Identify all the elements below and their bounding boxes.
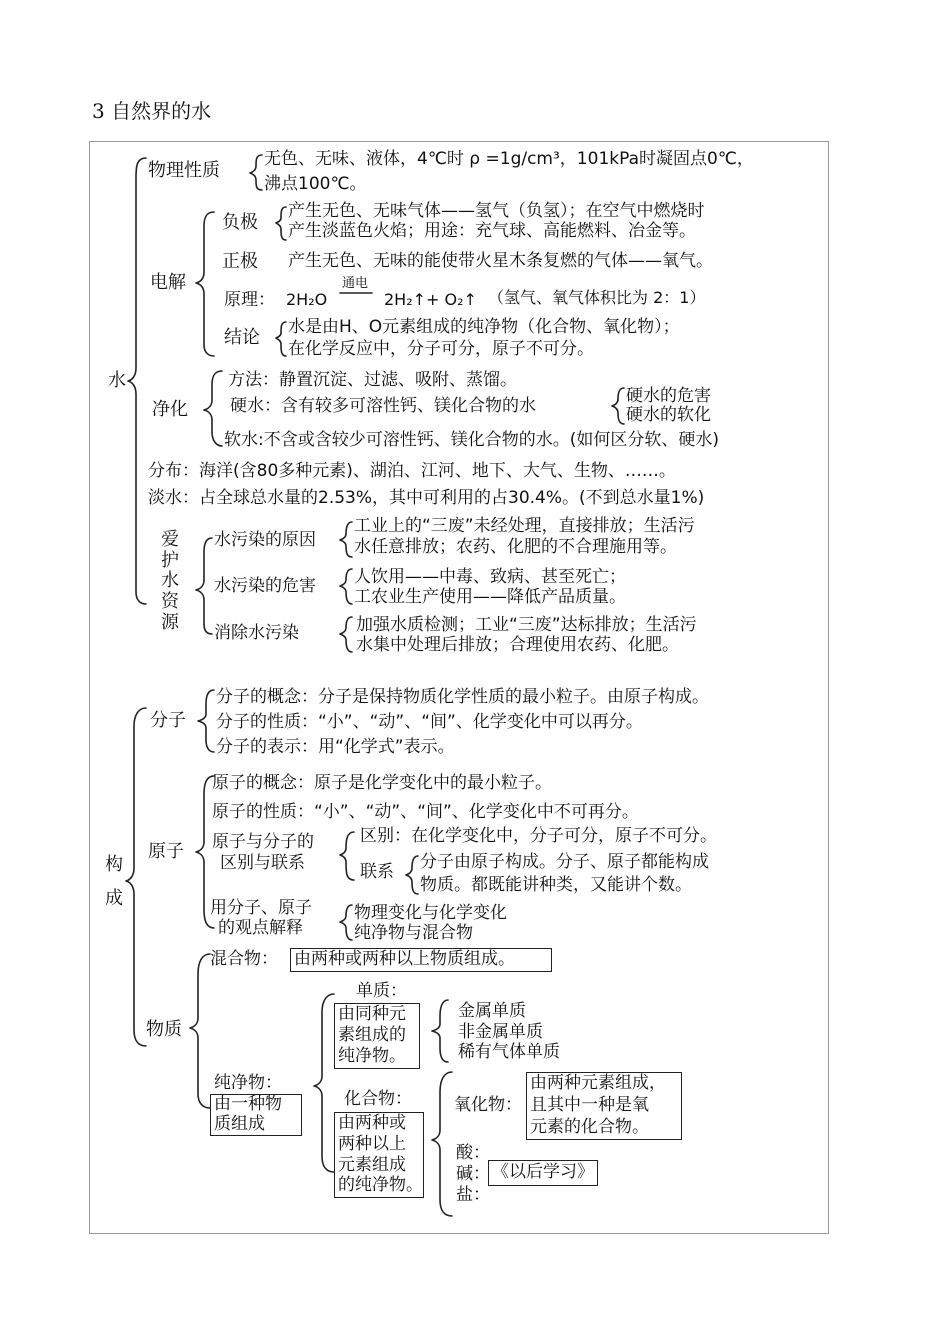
connection-line-2: 物质。都既能讲种类，又能讲个数。 <box>420 875 692 895</box>
hard-water-harm: 硬水的危害 <box>626 386 711 406</box>
compound-def-3: 元素组成 <box>338 1155 406 1175</box>
cause-label: 水污染的原因 <box>214 530 316 550</box>
pure-label: 纯净物： <box>214 1073 282 1093</box>
later-study: 《以后学习》 <box>492 1162 594 1182</box>
purification-method: 方法：静置沉淀、过滤、吸附、蒸馏。 <box>228 370 517 390</box>
explain-item-2: 纯净物与混合物 <box>354 923 473 943</box>
atom-label: 原子 <box>148 841 184 862</box>
cause-line-2: 水任意排放；农药、化肥的不合理施用等。 <box>354 537 677 557</box>
element-type-noble: 稀有气体单质 <box>458 1042 560 1062</box>
molecule-expression: 分子的表示：用“化学式”表示。 <box>216 737 455 757</box>
hard-water-text: 硬水：含有较多可溶性钙、镁化合物的水 <box>230 396 536 416</box>
fresh-water-text: 淡水：占全球总水量的2.53%，其中可利用的占30.4%。(不到总水量1%) <box>148 488 705 508</box>
base-label: 碱： <box>456 1164 490 1184</box>
connection-line-1: 分子由原子构成。分子、原子都能构成 <box>420 852 709 872</box>
physical-line-1: 无色、无味、液体，4℃时 ρ =1g/cm³，101kPa时凝固点0℃， <box>264 149 754 169</box>
principle-label: 原理： <box>224 290 275 310</box>
element-type-metal: 金属单质 <box>458 1001 526 1021</box>
mixture-label: 混合物： <box>210 949 278 969</box>
oxide-def-3: 元素的化合物。 <box>530 1117 649 1137</box>
atom-property: 原子的性质：“小”、“动”、“间”、化学变化中不可再分。 <box>212 802 639 822</box>
negative-line-1: 产生无色、无味气体——氢气（负氢）；在空气中燃烧时 <box>288 201 705 221</box>
explain-label-2: 的观点解释 <box>218 918 303 938</box>
equation-right: 2H₂↑+ O₂↑ <box>384 290 477 309</box>
conclusion-line-1: 水是由H、O元素组成的纯净物（化合物、氧化物）； <box>288 317 680 337</box>
equation-condition: 通电 <box>342 276 369 291</box>
explain-label-1: 用分子、原子 <box>210 898 312 918</box>
water-root-label: 水 <box>108 370 126 391</box>
acid-label: 酸： <box>456 1143 490 1163</box>
salt-label: 盐： <box>456 1185 490 1205</box>
connection-label: 联系 <box>360 862 394 882</box>
harm-line-2: 工农业生产使用——降低产品质量。 <box>354 587 626 607</box>
molecule-property: 分子的性质：“小”、“动”、“间”、化学变化中可以再分。 <box>216 712 643 732</box>
element-type-nonmetal: 非金属单质 <box>458 1022 543 1042</box>
compound-def-4: 的纯净物。 <box>338 1175 423 1195</box>
ratio-note: （氢气、氧气体积比为 2：1） <box>488 288 706 307</box>
oxide-label: 氧化物： <box>454 1095 522 1115</box>
harm-line-1: 人饮用——中毒、致病、甚至死亡； <box>354 567 626 587</box>
molecule-concept: 分子的概念：分子是保持物质化学性质的最小粒子。由原子构成。 <box>216 687 709 707</box>
compound-def-1: 由两种或 <box>338 1113 406 1133</box>
eliminate-line-1: 加强水质检测；工业“三废”达标排放；生活污 <box>356 615 697 635</box>
purification-label: 净化 <box>152 399 188 420</box>
element-label: 单质： <box>356 981 407 1001</box>
oxide-def-1: 由两种元素组成， <box>530 1073 666 1093</box>
element-def-1: 由同种元 <box>338 1004 406 1024</box>
cause-line-1: 工业上的“三废”未经处理，直接排放；生活污 <box>354 516 695 536</box>
eliminate-label: 消除水污染 <box>214 623 299 643</box>
mixture-def: 由两种或两种以上物质组成。 <box>294 949 515 969</box>
hard-water-soften: 硬水的软化 <box>626 405 711 425</box>
negative-label: 负极 <box>222 212 258 233</box>
conclusion-line-2: 在化学反应中，分子可分，原子不可分。 <box>288 339 594 359</box>
physical-line-2: 沸点100℃。 <box>264 174 367 194</box>
molecule-label: 分子 <box>150 710 186 731</box>
relation-label-2: 区别与联系 <box>220 853 305 873</box>
soft-water-text: 软水:不含或含较少可溶性钙、镁化合物的水。(如何区分软、硬水) <box>224 430 719 450</box>
electrolysis-label: 电解 <box>150 272 186 293</box>
physical-label: 物理性质 <box>148 160 220 181</box>
compound-def-2: 两种以上 <box>338 1134 406 1154</box>
positive-label: 正极 <box>222 251 258 272</box>
compound-label: 化合物： <box>344 1089 412 1109</box>
negative-line-2: 产生淡蓝色火焰；用途：充气球、高能燃料、冶金等。 <box>288 221 696 241</box>
oxide-def-2: 且其中一种是氧 <box>530 1095 649 1115</box>
equation-left: 2H₂O <box>286 290 328 309</box>
element-def-3: 纯净物。 <box>338 1046 406 1066</box>
pure-def-line-2: 质组成 <box>214 1114 265 1134</box>
element-def-2: 素组成的 <box>338 1025 406 1045</box>
composition-root-label: 构成 <box>105 854 123 910</box>
atom-concept: 原子的概念：原子是化学变化中的最小粒子。 <box>212 773 552 793</box>
page-title: 3 自然界的水 <box>92 99 212 123</box>
explain-item-1: 物理变化与化学变化 <box>354 903 507 923</box>
harm-label: 水污染的危害 <box>214 576 316 596</box>
pure-def-line-1: 由一种物 <box>214 1094 282 1114</box>
difference-text: 区别：在化学变化中，分子可分，原子不可分。 <box>360 826 717 846</box>
eliminate-line-2: 水集中处理后排放；合理使用农药、化肥。 <box>356 635 679 655</box>
substance-label: 物质 <box>146 1019 182 1040</box>
distribution-text: 分布：海洋(含80多种元素)、湖泊、江河、地下、大气、生物、……。 <box>148 461 676 481</box>
conclusion-label: 结论 <box>224 327 260 348</box>
positive-text: 产生无色、无味的能使带火星木条复燃的气体——氧气。 <box>288 251 713 271</box>
protect-label: 爱护水资源 <box>161 529 179 633</box>
relation-label-1: 原子与分子的 <box>212 832 314 852</box>
